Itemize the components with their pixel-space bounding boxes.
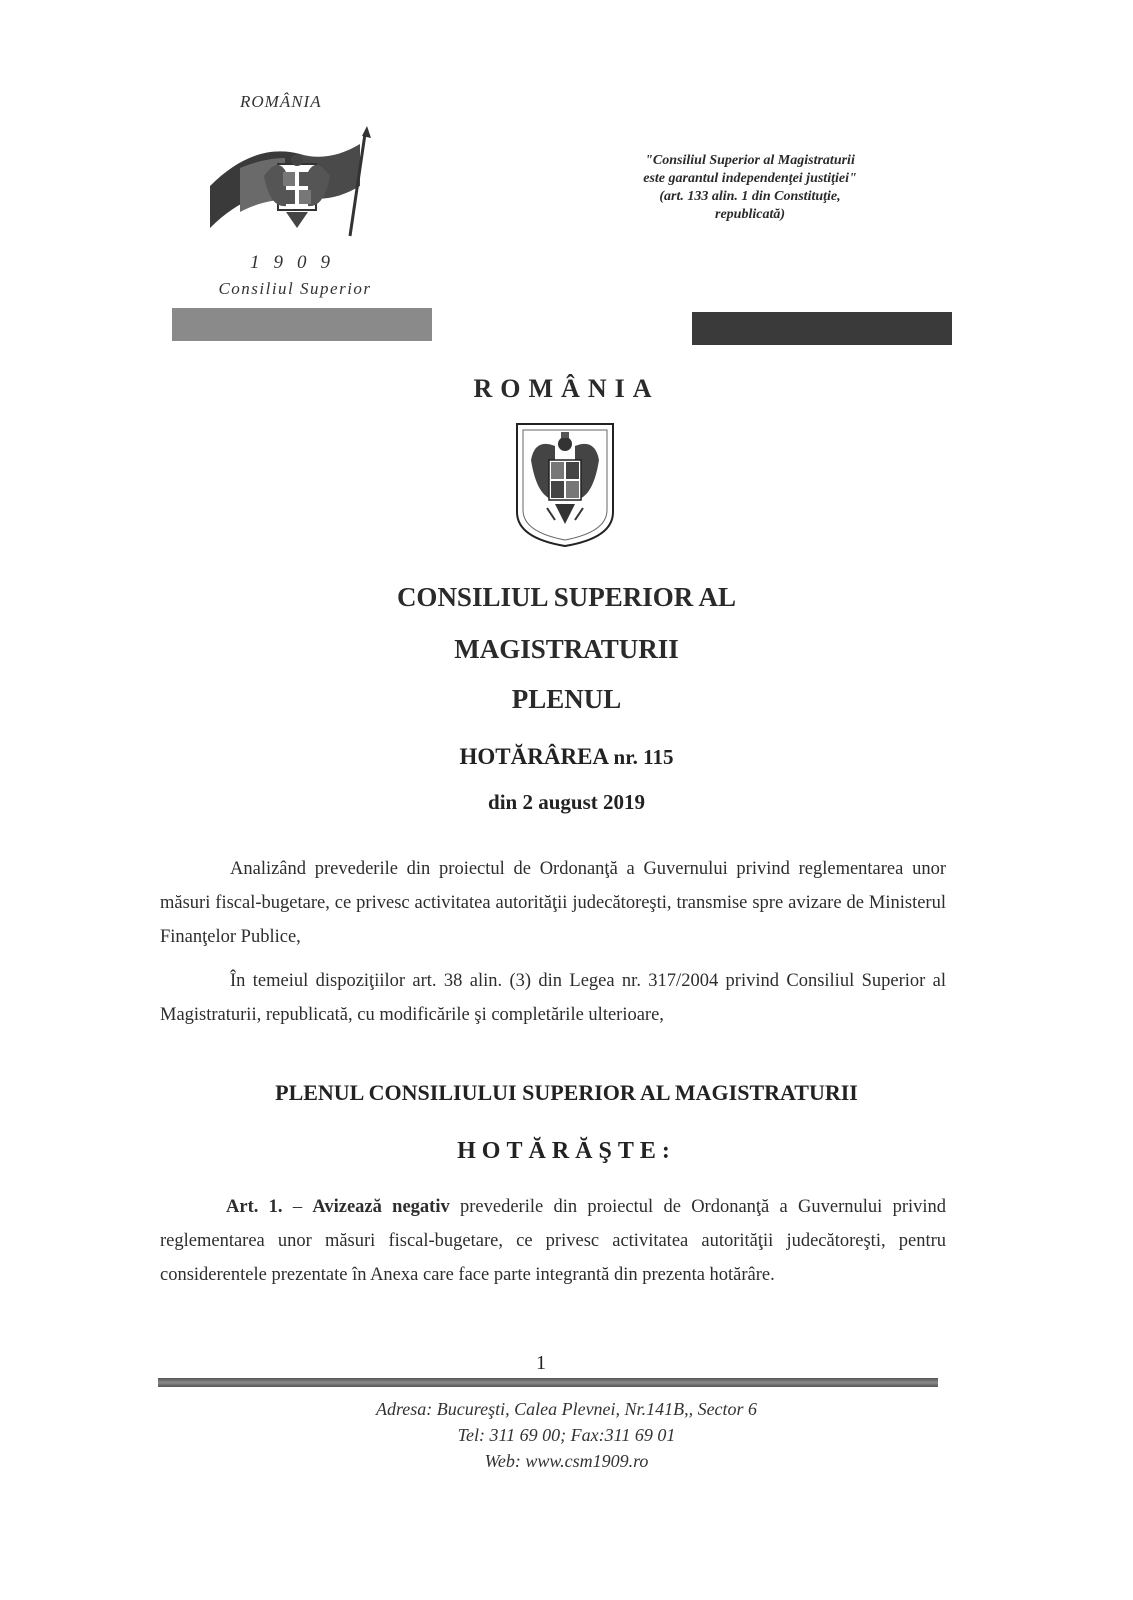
coat-of-arms-icon [511,420,619,550]
constitution-motto [600,152,900,224]
country-title: ROMÂNIA [473,374,660,403]
footer-phone: Tel: 311 69 00; Fax:311 69 01 [457,1425,676,1445]
redaction-box-left [172,308,432,341]
article-1-paragraph [160,1190,946,1292]
decides-heading: HOTĂRĂŞTE: [457,1138,676,1164]
logo-year-text: 1909 [250,252,344,273]
article-1-dash: – [282,1197,313,1217]
decision-number [0,744,1133,770]
motto-line1: "Consiliul Superior al Magistraturii [645,153,855,168]
plenum-title: PLENUL [511,684,622,714]
institution-title-line1: CONSILIUL SUPERIOR AL [396,582,737,612]
motto-line2: este garantul independenţei justiţiei" [643,171,857,186]
institution-title-line2: MAGISTRATURII [454,634,679,664]
decision-date: din 2 august 2019 [488,790,645,814]
page-number: 1 [536,1352,546,1374]
motto-line3: (art. 133 alin. 1 din Constituţie, [659,189,841,204]
csm-logo [200,92,390,326]
decision-number-value: nr. 115 [613,745,674,769]
footer-web: Web: www.csm1909.ro [484,1451,649,1471]
decision-label: HOTĂRÂREA [459,744,608,769]
flag-emblem-icon [200,116,390,246]
footer-address: Adresa: Bucureşti, Calea Plevnei, Nr.141B,, Sector 6 [375,1399,758,1419]
preamble-paragraph-2: În temeiul dispoziţiilor art. 38 alin. (3) din Legea nr. 317/2004 privind Consiliul Superior al Magistraturii, republicată, cu modificările şi completările ulterioare, [160,971,946,1025]
redaction-box-right [692,312,952,345]
article-1-label: Art. 1. [226,1197,283,1217]
article-1-text: prevederile din proiectul de Ordonanţă a Guvernului privind reglementarea unor măsuri fiscal-bugetare, ce privesc activitatea autorităţii judecătoreşti, pentru considerentele prezentate în Anexa care face parte integrantă din prezenta hotărâre. [160,1197,947,1285]
logo-country-text: ROMÂNIA [240,92,322,111]
plenum-heading: PLENUL CONSILIULUI SUPERIOR AL MAGISTRATURII [275,1080,858,1105]
article-1-bold-text: Avizează negativ [312,1197,450,1217]
logo-name-line1: Consiliul Superior [218,279,372,298]
footer-divider [158,1378,938,1387]
preamble-paragraph-1: Analizând prevederile din proiectul de Ordonanţă a Guvernului privind reglementarea unor măsuri fiscal-bugetare, ce privesc activitatea autorităţii judecătoreşti, transmise spre avizare de Ministerul Finanţelor Publice, [160,859,946,947]
motto-line4: republicată) [715,207,785,222]
